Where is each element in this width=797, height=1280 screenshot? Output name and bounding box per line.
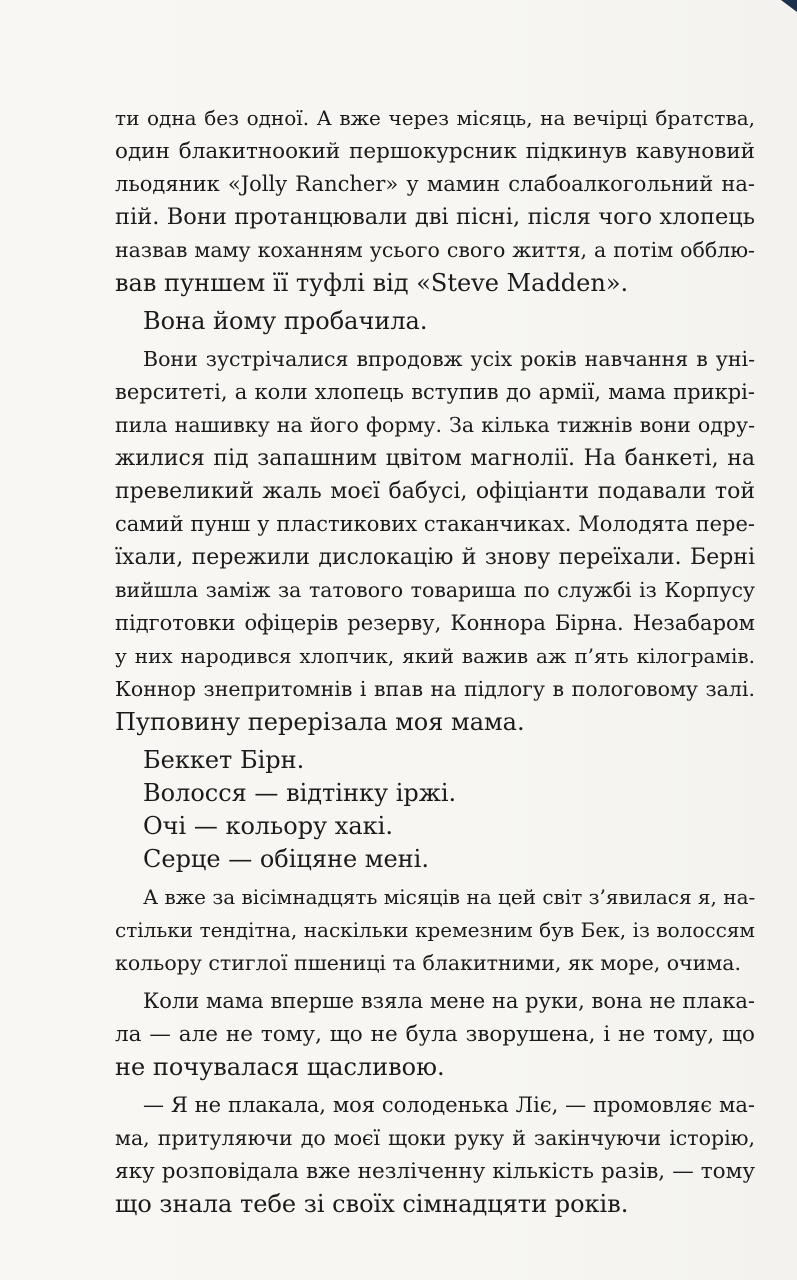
- text-line: Вона йому пробачила.: [143, 307, 428, 335]
- text-line: превеликий жаль моєї бабусі, офіціанти подавали той: [115, 479, 755, 504]
- text-line: самий пунш у пластикових стаканчиках. Молодята пере-: [115, 512, 755, 536]
- text-line: що знала тебе зі своїх сімнадцяти років.: [115, 1190, 629, 1218]
- text-line: льодяник «Jolly Rancher» у мамин слабоалкогольний на-: [115, 172, 755, 196]
- text-line: жилися під запашним цвітом магнолії. На банкеті, на: [115, 446, 755, 471]
- text-line: назвав маму коханням усього свого життя, а потім обблю-: [115, 238, 755, 262]
- text-line: у них народився хлопчик, який важив аж п’ять кілограмів.: [115, 644, 755, 668]
- text-line: Беккет Бірн.: [143, 746, 305, 774]
- text-line: А вже за вісімнадцять місяців на цей світ з’явилася я, на-: [143, 885, 756, 909]
- text-line: ла — але не тому, що не була зворушена, і не тому, що: [115, 1022, 755, 1047]
- body-text: [115, 102, 755, 1221]
- text-line: не почувалася щасливою.: [115, 1053, 445, 1081]
- text-line: Вони зустрічалися впродовж усіх років навчання в уні-: [143, 347, 755, 371]
- text-line: Очі — кольору хакі.: [143, 812, 393, 840]
- text-line: один блакитноокий першокурсник підкинув кавуновий: [115, 139, 755, 164]
- text-line: Коннор знепритомнів і впав на підлогу в пологовому залі.: [115, 677, 755, 701]
- text-line: пій. Вони протанцювали дві пісні, після чого хлопець: [115, 204, 755, 230]
- text-line: — Я не плакала, моя солоденька Ліє, — промовляє ма-: [143, 1093, 755, 1117]
- text-line: пила нашивку на його форму. За кілька тижнів вони одру-: [115, 413, 755, 437]
- text-line: вав пуншем її туфлі від «Steve Madden».: [115, 269, 629, 297]
- text-line: вийшла заміж за татового товариша по службі із Корпусу: [115, 578, 755, 602]
- text-line: ти одна без одної. А вже через місяць, на вечірці братства,: [115, 106, 755, 130]
- text-line: стільки тендітна, наскільки кремезним був Бек, із волоссям: [115, 918, 755, 942]
- text-line: їхали, пережили дислокацію й знову переїхали. Берні: [115, 545, 755, 570]
- text-line: Пуповину перерізала моя мама.: [115, 708, 525, 736]
- text-line: Серце — обіцяне мені.: [143, 845, 429, 873]
- page-corner-mark: [781, 0, 797, 12]
- text-line: кольору стиглої пшениці та блакитними, як море, очима.: [115, 951, 742, 975]
- text-line: яку розповідала вже незліченну кількість разів, — тому: [115, 1159, 755, 1184]
- text-line: підготовки офіцерів резерву, Коннора Бірна. Незабаром: [115, 611, 755, 635]
- text-line: Волосся — відтінку іржі.: [143, 779, 457, 807]
- text-line: ма, притуляючи до моєї щоки руку й закінчуючи історію,: [115, 1126, 755, 1150]
- text-line: Коли мама вперше взяла мене на руки, вона не плака-: [143, 989, 755, 1013]
- text-line: верситеті, а коли хлопець вступив до армії, мама прикрі-: [115, 380, 755, 404]
